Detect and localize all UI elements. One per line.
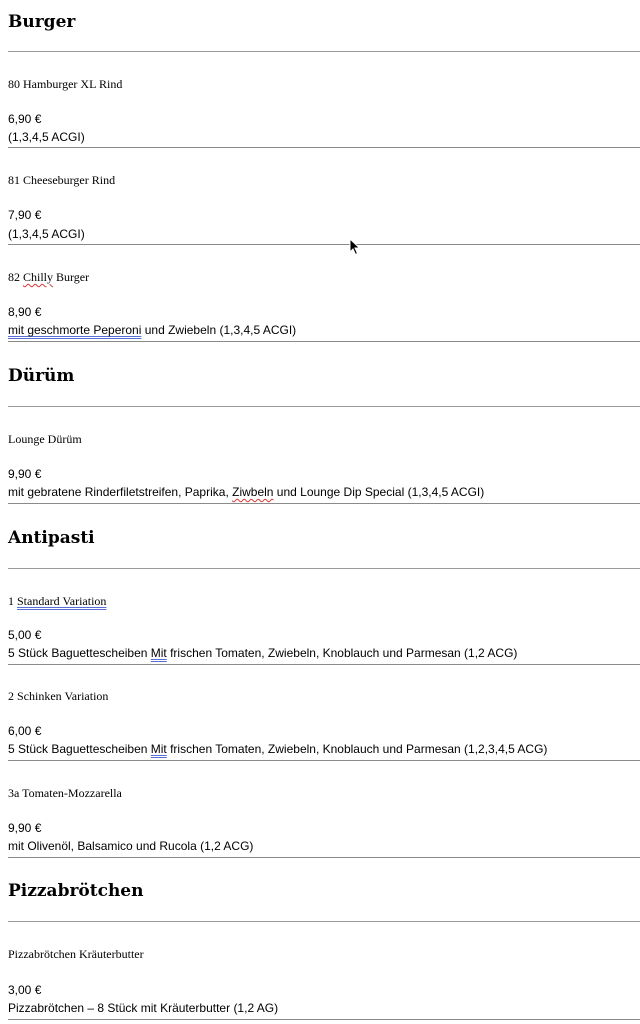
item-description: mit geschmorte Peperoni und Zwiebeln (1,3,4,5 ACGI) — [8, 323, 297, 337]
item-name: 82 Chilly Burger — [8, 270, 90, 284]
category-divider — [8, 921, 640, 922]
spellcheck-word: Chilly — [23, 270, 54, 284]
item-name: 81 Cheeseburger Rind — [8, 173, 116, 187]
grammar-flag: Standard Variation — [17, 594, 107, 608]
category-divider — [8, 51, 640, 52]
item-name: 1 Standard Variation — [8, 594, 107, 608]
category-title-antipasti: Antipasti — [8, 528, 95, 548]
item-name: 80 Hamburger XL Rind — [8, 77, 123, 91]
grammar-flag: mit geschmorte Peperoni — [8, 323, 142, 337]
item-name: Pizzabrötchen Kräuterbutter — [8, 947, 144, 961]
item-divider — [8, 147, 640, 148]
mouse-pointer-icon — [349, 238, 361, 256]
category-divider — [8, 568, 640, 569]
item-price: 6,90 € — [8, 112, 42, 126]
category-title-burger: Burger — [8, 12, 76, 32]
grammar-flag: Mit — [150, 646, 167, 660]
item-divider — [8, 857, 640, 858]
spellcheck-word: Ziwbeln — [232, 485, 274, 499]
item-price: 6,00 € — [8, 724, 42, 738]
item-description: (1,3,4,5 ACGI) — [8, 130, 85, 144]
item-name: Lounge Dürüm — [8, 432, 82, 446]
item-price: 8,90 € — [8, 305, 42, 319]
item-divider — [8, 664, 640, 665]
item-price: 7,90 € — [8, 208, 42, 222]
category-title-durum: Dürüm — [8, 366, 75, 386]
category-title-pizzabroetchen: Pizzabrötchen — [8, 881, 144, 901]
item-divider — [8, 760, 640, 761]
item-divider — [8, 244, 640, 245]
item-description: Pizzabrötchen – 8 Stück mit Kräuterbutter (1,2 AG) — [8, 1001, 279, 1015]
item-description: (1,3,4,5 ACGI) — [8, 227, 85, 241]
item-description: mit Olivenöl, Balsamico und Rucola (1,2 ACG) — [8, 839, 254, 853]
item-divider — [8, 341, 640, 342]
item-divider — [8, 503, 640, 504]
grammar-flag: Mit — [150, 742, 167, 756]
item-description: 5 Stück Baguettescheiben Mit frischen Tomaten, Zwiebeln, Knoblauch und Parmesan (1,2 ACG) — [8, 646, 518, 660]
item-price: 5,00 € — [8, 628, 42, 642]
item-description: 5 Stück Baguettescheiben Mit frischen Tomaten, Zwiebeln, Knoblauch und Parmesan (1,2,3,4,5 ACG) — [8, 742, 548, 756]
item-description: mit gebratene Rinderfiletstreifen, Paprika, Ziwbeln und Lounge Dip Special (1,3,4,5 ACGI) — [8, 485, 485, 499]
item-name: 3a Tomaten-Mozzarella — [8, 786, 122, 800]
item-name: 2 Schinken Variation — [8, 689, 109, 703]
item-price: 9,90 € — [8, 821, 42, 835]
item-price: 9,90 € — [8, 467, 42, 481]
item-price: 3,00 € — [8, 983, 42, 997]
item-divider — [8, 1019, 640, 1020]
category-divider — [8, 406, 640, 407]
